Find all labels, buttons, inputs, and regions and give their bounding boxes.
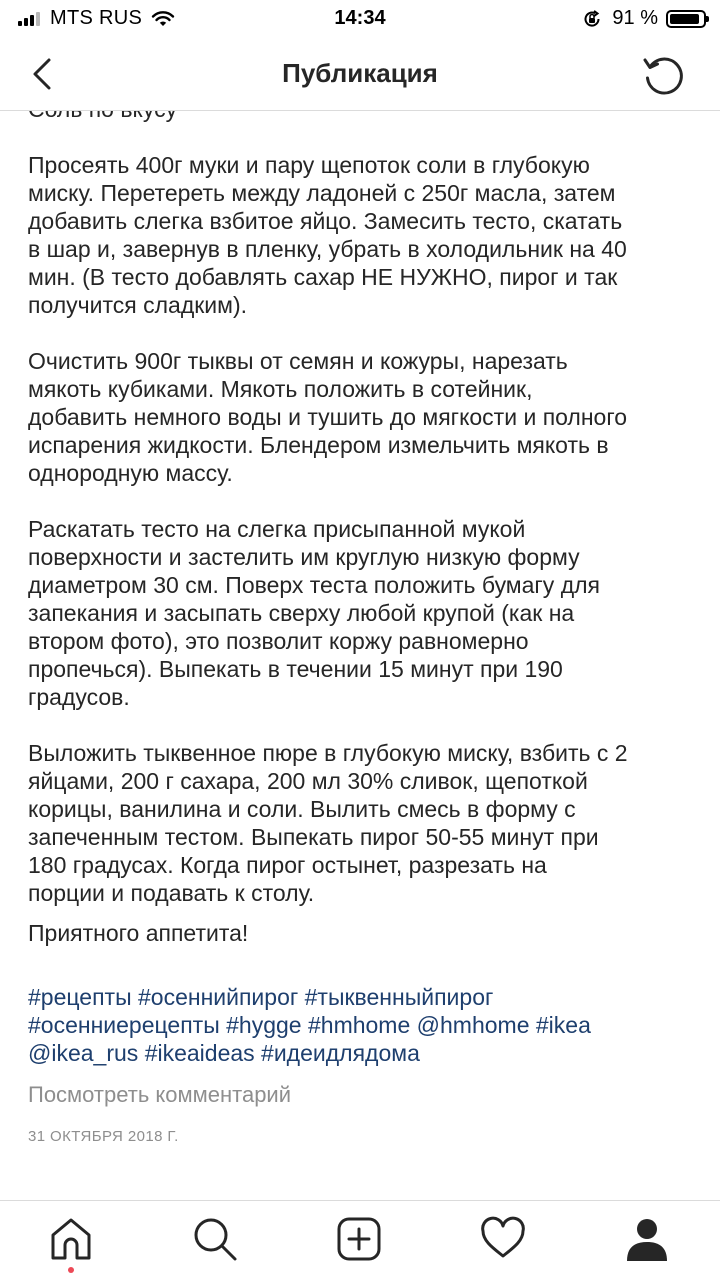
hashtag-line bbox=[28, 983, 700, 1011]
post-content bbox=[0, 111, 720, 1200]
tab-search[interactable] bbox=[191, 1215, 239, 1263]
refresh-icon bbox=[640, 52, 688, 100]
tab-new-post[interactable] bbox=[335, 1215, 383, 1263]
caption-paragraph: Очистить 900г тыквы от семян и кожуры, нарезать мякоть кубиками. Мякоть положить в сотейник, добавить немного воды и тушить до мягкости и полного испарения жидкости. Блендером измельчить мякоть в однородную массу. bbox=[28, 348, 628, 486]
hashtag-link[interactable]: #тыквенныйпирог bbox=[304, 984, 494, 1010]
new-post-icon bbox=[335, 1215, 383, 1263]
hashtag-link[interactable]: #ikeaideas bbox=[144, 1040, 255, 1066]
search-icon bbox=[191, 1215, 239, 1263]
status-clock: 14:34 bbox=[334, 7, 386, 29]
post-date: 31 ОКТЯБРЯ 2018 Г. bbox=[28, 1128, 179, 1145]
tab-profile[interactable] bbox=[623, 1215, 671, 1263]
caption-paragraph: Просеять 400г муки и пару щепоток соли в глубокую миску. Перетереть между ладоней с 250г масла, затем добавить слегка взбитое яйцо. Замесить тесто, скатать в шар и, завернув в пленку, убрать в холодильник на 40 мин. (В тесто добавлять сахар НЕ НУЖНО, пирог и так получится сладким). bbox=[28, 152, 627, 318]
home-icon bbox=[47, 1215, 95, 1263]
refresh-button[interactable] bbox=[640, 52, 688, 100]
hashtag-line bbox=[28, 1039, 700, 1067]
nav-header bbox=[0, 40, 720, 111]
battery-percentage: 91 % bbox=[612, 7, 658, 29]
mention-link[interactable]: @ikea_rus bbox=[28, 1040, 139, 1066]
status-bar bbox=[0, 0, 720, 40]
caption-closing: Приятного аппетита! bbox=[28, 920, 249, 946]
caption-paragraph: Выложить тыквенное пюре в глубокую миску, взбить с 2 яйцами, 200 г сахара, 200 мл 30% сливок, щепоткой корицы, ванилина и соли. Вылить смесь в форму с запеченным тестом. Выпекать пирог 50-55 минут при 180 градусах. Когда пирог остынет, разрезать на порции и подавать к столу. bbox=[28, 740, 628, 906]
hashtag-link[interactable]: #hmhome bbox=[307, 1012, 411, 1038]
battery-level bbox=[670, 14, 699, 24]
notification-dot bbox=[68, 1267, 74, 1273]
view-comments-link[interactable]: Посмотреть комментарий bbox=[28, 1082, 292, 1107]
post-caption bbox=[28, 95, 700, 1151]
bottom-tab-bar bbox=[0, 1200, 720, 1281]
orientation-lock-icon bbox=[582, 9, 602, 29]
hashtag-link[interactable]: #ikea bbox=[535, 1012, 591, 1038]
profile-icon bbox=[623, 1215, 671, 1263]
carrier-name: MTS RUS bbox=[50, 7, 143, 29]
mention-link[interactable]: @hmhome bbox=[416, 1012, 530, 1038]
activity-heart-icon bbox=[479, 1215, 527, 1263]
tab-home[interactable] bbox=[47, 1215, 95, 1263]
tab-activity[interactable] bbox=[479, 1215, 527, 1263]
hashtag-link[interactable]: #рецепты bbox=[28, 984, 132, 1010]
hashtag-link[interactable]: #осенниерецепты bbox=[28, 1012, 220, 1038]
hashtag-link[interactable]: #осеннийпирог bbox=[138, 984, 299, 1010]
status-right bbox=[582, 7, 706, 30]
battery-icon bbox=[666, 10, 706, 28]
hashtag-line bbox=[28, 1011, 700, 1039]
hashtag-link[interactable]: #hygge bbox=[226, 1012, 302, 1038]
caption-paragraph: Раскатать тесто на слегка присыпанной мукой поверхности и застелить им круглую низкую форму диаметром 30 см. Поверх теста положить бумагу для запекания и засыпать сверху любой крупой (как на втором фото), это позволит коржу равномерно пропечься). Выпекать в течении 15 минут при 190 градусов. bbox=[28, 516, 600, 710]
hashtag-link[interactable]: #идеидлядома bbox=[261, 1040, 420, 1066]
page-title: Публикация bbox=[282, 58, 438, 88]
hashtag-list bbox=[28, 983, 700, 1067]
